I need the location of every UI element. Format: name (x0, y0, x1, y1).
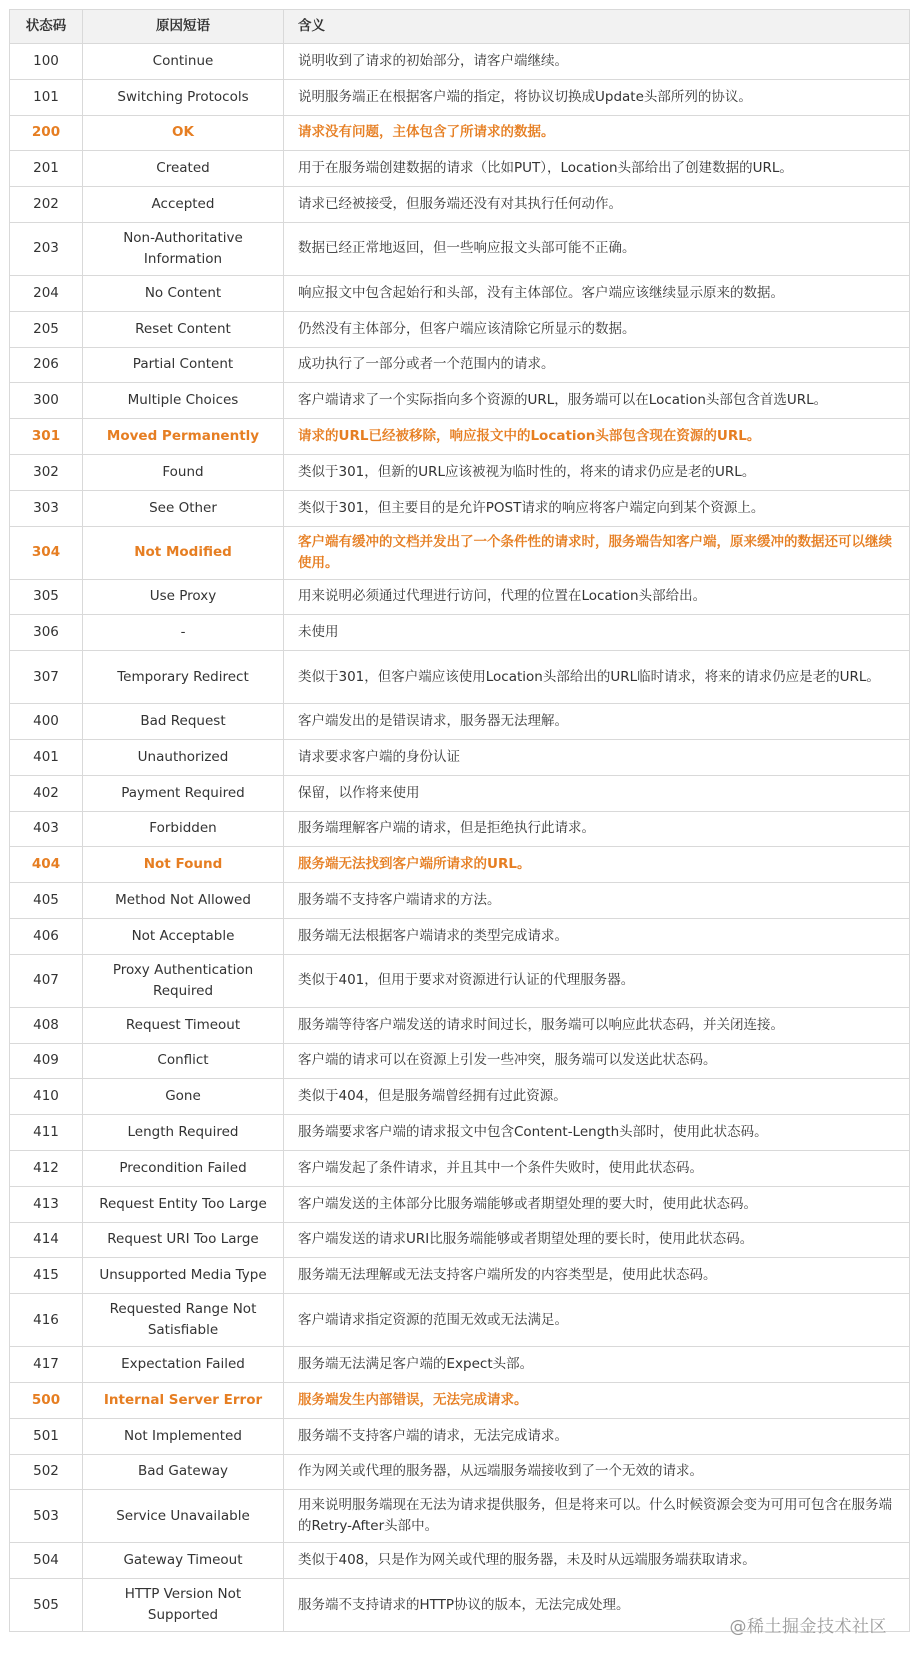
table-row (10, 383, 910, 419)
reason-phrase-cell: Conflict (83, 1043, 284, 1079)
table-row (10, 1454, 910, 1490)
status-code-cell: 503 (10, 1490, 83, 1543)
meaning-cell: 服务端要求客户端的请求报文中包含Content-Length头部时，使用此状态码。 (284, 1115, 910, 1151)
status-code-cell: 402 (10, 775, 83, 811)
reason-phrase-cell: Request Timeout (83, 1007, 284, 1043)
status-code-cell: 408 (10, 1007, 83, 1043)
reason-phrase-cell: Forbidden (83, 811, 284, 847)
table-row (10, 44, 910, 80)
meaning-cell: 作为网关或代理的服务器，从远端服务端接收到了一个无效的请求。 (284, 1454, 910, 1490)
reason-phrase-cell: Payment Required (83, 775, 284, 811)
table-row (10, 1222, 910, 1258)
status-code-cell: 411 (10, 1115, 83, 1151)
status-code-cell: 305 (10, 579, 83, 615)
status-code-cell: 415 (10, 1258, 83, 1294)
status-code-cell: 302 (10, 454, 83, 490)
reason-phrase-cell: Found (83, 454, 284, 490)
status-code-cell: 504 (10, 1543, 83, 1579)
meaning-cell: 用来说明服务端现在无法为请求提供服务，但是将来可以。什么时候资源会变为可用可包含在服务端的Retry-After头部中。 (284, 1490, 910, 1543)
table-row (10, 615, 910, 651)
table-row (10, 1186, 910, 1222)
table-row (10, 1294, 910, 1347)
status-code-cell: 301 (10, 419, 83, 455)
meaning-cell: 服务端等待客户端发送的请求时间过长，服务端可以响应此状态码，并关闭连接。 (284, 1007, 910, 1043)
status-code-cell: 304 (10, 526, 83, 579)
meaning-cell: 客户端请求指定资源的范围无效或无法满足。 (284, 1294, 910, 1347)
table-row (10, 526, 910, 579)
table-row (10, 1115, 910, 1151)
meaning-cell: 服务端不支持客户端的请求，无法完成请求。 (284, 1418, 910, 1454)
table-row (10, 222, 910, 275)
reason-phrase-cell: Not Implemented (83, 1418, 284, 1454)
table-row (10, 1007, 910, 1043)
table-row (10, 275, 910, 311)
table-row (10, 775, 910, 811)
table-row (10, 347, 910, 383)
status-code-cell: 206 (10, 347, 83, 383)
meaning-cell: 客户端发起了条件请求，并且其中一个条件失败时，使用此状态码。 (284, 1150, 910, 1186)
status-code-cell: 505 (10, 1579, 83, 1632)
status-code-cell: 405 (10, 883, 83, 919)
status-code-cell: 201 (10, 151, 83, 187)
reason-phrase-cell: Request URI Too Large (83, 1222, 284, 1258)
meaning-cell: 服务端无法找到客户端所请求的URL。 (284, 847, 910, 883)
meaning-cell: 保留，以作将来使用 (284, 775, 910, 811)
header-reason-phrase: 原因短语 (83, 10, 284, 44)
table-row (10, 1079, 910, 1115)
status-code-cell: 410 (10, 1079, 83, 1115)
reason-phrase-cell: Not Modified (83, 526, 284, 579)
status-code-cell: 307 (10, 651, 83, 704)
meaning-cell: 服务端发生内部错误，无法完成请求。 (284, 1382, 910, 1418)
reason-phrase-cell: Switching Protocols (83, 79, 284, 115)
meaning-cell: 用来说明必须通过代理进行访问，代理的位置在Location头部给出。 (284, 579, 910, 615)
reason-phrase-cell: Not Acceptable (83, 918, 284, 954)
status-code-cell: 413 (10, 1186, 83, 1222)
table-row (10, 1543, 910, 1579)
status-code-cell: 100 (10, 44, 83, 80)
meaning-cell: 说明服务端正在根据客户端的指定，将协议切换成Update头部所列的协议。 (284, 79, 910, 115)
reason-phrase-cell: Non-Authoritative Information (83, 222, 284, 275)
table-row (10, 454, 910, 490)
table-row (10, 151, 910, 187)
status-code-cell: 205 (10, 311, 83, 347)
meaning-cell: 客户端请求了一个实际指向多个资源的URL，服务端可以在Location头部包含首选URL。 (284, 383, 910, 419)
reason-phrase-cell: Accepted (83, 187, 284, 223)
reason-phrase-cell: Gateway Timeout (83, 1543, 284, 1579)
table-row (10, 1258, 910, 1294)
reason-phrase-cell: Service Unavailable (83, 1490, 284, 1543)
meaning-cell: 类似于301，但客户端应该使用Location头部给出的URL临时请求，将来的请求仍应是老的URL。 (284, 651, 910, 704)
reason-phrase-cell: Unauthorized (83, 739, 284, 775)
reason-phrase-cell: See Other (83, 490, 284, 526)
status-code-cell: 200 (10, 115, 83, 151)
reason-phrase-cell: Request Entity Too Large (83, 1186, 284, 1222)
reason-phrase-cell: Created (83, 151, 284, 187)
meaning-cell: 类似于301，但新的URL应该被视为临时性的，将来的请求仍应是老的URL。 (284, 454, 910, 490)
status-code-cell: 303 (10, 490, 83, 526)
status-code-cell: 406 (10, 918, 83, 954)
meaning-cell: 仍然没有主体部分，但客户端应该清除它所显示的数据。 (284, 311, 910, 347)
reason-phrase-cell: Method Not Allowed (83, 883, 284, 919)
status-code-cell: 414 (10, 1222, 83, 1258)
reason-phrase-cell: Temporary Redirect (83, 651, 284, 704)
status-code-cell: 203 (10, 222, 83, 275)
reason-phrase-cell: Continue (83, 44, 284, 80)
status-code-cell: 204 (10, 275, 83, 311)
table-row (10, 1490, 910, 1543)
meaning-cell: 客户端发送的主体部分比服务端能够或者期望处理的要大时，使用此状态码。 (284, 1186, 910, 1222)
reason-phrase-cell: Not Found (83, 847, 284, 883)
table-row (10, 704, 910, 740)
meaning-cell: 类似于408，只是作为网关或代理的服务器，未及时从远端服务端获取请求。 (284, 1543, 910, 1579)
meaning-cell: 成功执行了一部分或者一个范围内的请求。 (284, 347, 910, 383)
table-header-row (10, 10, 910, 44)
table-row (10, 311, 910, 347)
meaning-cell: 类似于401，但用于要求对资源进行认证的代理服务器。 (284, 954, 910, 1007)
table-body (10, 44, 910, 1632)
status-code-cell: 417 (10, 1347, 83, 1383)
status-code-cell: 401 (10, 739, 83, 775)
reason-phrase-cell: Use Proxy (83, 579, 284, 615)
table-row (10, 811, 910, 847)
meaning-cell: 客户端有缓冲的文档并发出了一个条件性的请求时，服务端告知客户端，原来缓冲的数据还可以继续使用。 (284, 526, 910, 579)
meaning-cell: 服务端无法根据客户端请求的类型完成请求。 (284, 918, 910, 954)
reason-phrase-cell: Multiple Choices (83, 383, 284, 419)
table-row (10, 954, 910, 1007)
reason-phrase-cell: Internal Server Error (83, 1382, 284, 1418)
table-row (10, 847, 910, 883)
meaning-cell: 说明收到了请求的初始部分，请客户端继续。 (284, 44, 910, 80)
reason-phrase-cell: No Content (83, 275, 284, 311)
meaning-cell: 请求的URL已经被移除，响应报文中的Location头部包含现在资源的URL。 (284, 419, 910, 455)
reason-phrase-cell: Reset Content (83, 311, 284, 347)
status-code-cell: 500 (10, 1382, 83, 1418)
meaning-cell: 请求没有问题，主体包含了所请求的数据。 (284, 115, 910, 151)
meaning-cell: 数据已经正常地返回，但一些响应报文头部可能不正确。 (284, 222, 910, 275)
status-code-cell: 306 (10, 615, 83, 651)
reason-phrase-cell: Requested Range Not Satisfiable (83, 1294, 284, 1347)
status-code-cell: 501 (10, 1418, 83, 1454)
table-row (10, 419, 910, 455)
reason-phrase-cell: Expectation Failed (83, 1347, 284, 1383)
meaning-cell: 类似于404，但是服务端曾经拥有过此资源。 (284, 1079, 910, 1115)
table-row (10, 651, 910, 704)
table-row (10, 1418, 910, 1454)
status-code-cell: 404 (10, 847, 83, 883)
reason-phrase-cell: Precondition Failed (83, 1150, 284, 1186)
reason-phrase-cell: Bad Request (83, 704, 284, 740)
header-meaning: 含义 (284, 10, 910, 44)
reason-phrase-cell: - (83, 615, 284, 651)
status-code-cell: 502 (10, 1454, 83, 1490)
table-row (10, 918, 910, 954)
meaning-cell: 客户端的请求可以在资源上引发一些冲突，服务端可以发送此状态码。 (284, 1043, 910, 1079)
status-code-cell: 202 (10, 187, 83, 223)
meaning-cell: 服务端无法满足客户端的Expect头部。 (284, 1347, 910, 1383)
status-code-cell: 407 (10, 954, 83, 1007)
meaning-cell: 未使用 (284, 615, 910, 651)
reason-phrase-cell: Moved Permanently (83, 419, 284, 455)
meaning-cell: 客户端发送的请求URI比服务端能够或者期望处理的要长时，使用此状态码。 (284, 1222, 910, 1258)
meaning-cell: 服务端不支持客户端请求的方法。 (284, 883, 910, 919)
watermark: @稀土掘金技术社区 (729, 1617, 887, 1637)
reason-phrase-cell: Unsupported Media Type (83, 1258, 284, 1294)
table-row (10, 1043, 910, 1079)
meaning-cell: 服务端理解客户端的请求，但是拒绝执行此请求。 (284, 811, 910, 847)
table-row (10, 187, 910, 223)
table-row (10, 79, 910, 115)
table-row (10, 115, 910, 151)
meaning-cell: 请求要求客户端的身份认证 (284, 739, 910, 775)
table-row (10, 1347, 910, 1383)
status-code-cell: 409 (10, 1043, 83, 1079)
meaning-cell: 响应报文中包含起始行和头部，没有主体部位。客户端应该继续显示原来的数据。 (284, 275, 910, 311)
table-row (10, 739, 910, 775)
table-row (10, 579, 910, 615)
status-code-cell: 400 (10, 704, 83, 740)
reason-phrase-cell: Partial Content (83, 347, 284, 383)
status-code-cell: 101 (10, 79, 83, 115)
reason-phrase-cell: HTTP Version Not Supported (83, 1579, 284, 1632)
table-row (10, 883, 910, 919)
status-code-cell: 403 (10, 811, 83, 847)
reason-phrase-cell: Length Required (83, 1115, 284, 1151)
meaning-cell: 用于在服务端创建数据的请求（比如PUT），Location头部给出了创建数据的URL。 (284, 151, 910, 187)
status-code-cell: 412 (10, 1150, 83, 1186)
reason-phrase-cell: Gone (83, 1079, 284, 1115)
reason-phrase-cell: Proxy Authentication Required (83, 954, 284, 1007)
table-row (10, 1150, 910, 1186)
meaning-cell: 服务端无法理解或无法支持客户端所发的内容类型是，使用此状态码。 (284, 1258, 910, 1294)
http-status-table (9, 9, 910, 1632)
meaning-cell: 类似于301，但主要目的是允许POST请求的响应将客户端定向到某个资源上。 (284, 490, 910, 526)
meaning-cell: 客户端发出的是错误请求，服务器无法理解。 (284, 704, 910, 740)
table-row (10, 490, 910, 526)
meaning-cell: 请求已经被接受，但服务端还没有对其执行任何动作。 (284, 187, 910, 223)
status-code-cell: 416 (10, 1294, 83, 1347)
reason-phrase-cell: OK (83, 115, 284, 151)
status-code-cell: 300 (10, 383, 83, 419)
reason-phrase-cell: Bad Gateway (83, 1454, 284, 1490)
header-status-code: 状态码 (10, 10, 83, 44)
meaning-cell: 服务端不支持请求的HTTP协议的版本，无法完成处理。 (284, 1579, 910, 1632)
table-row (10, 1382, 910, 1418)
